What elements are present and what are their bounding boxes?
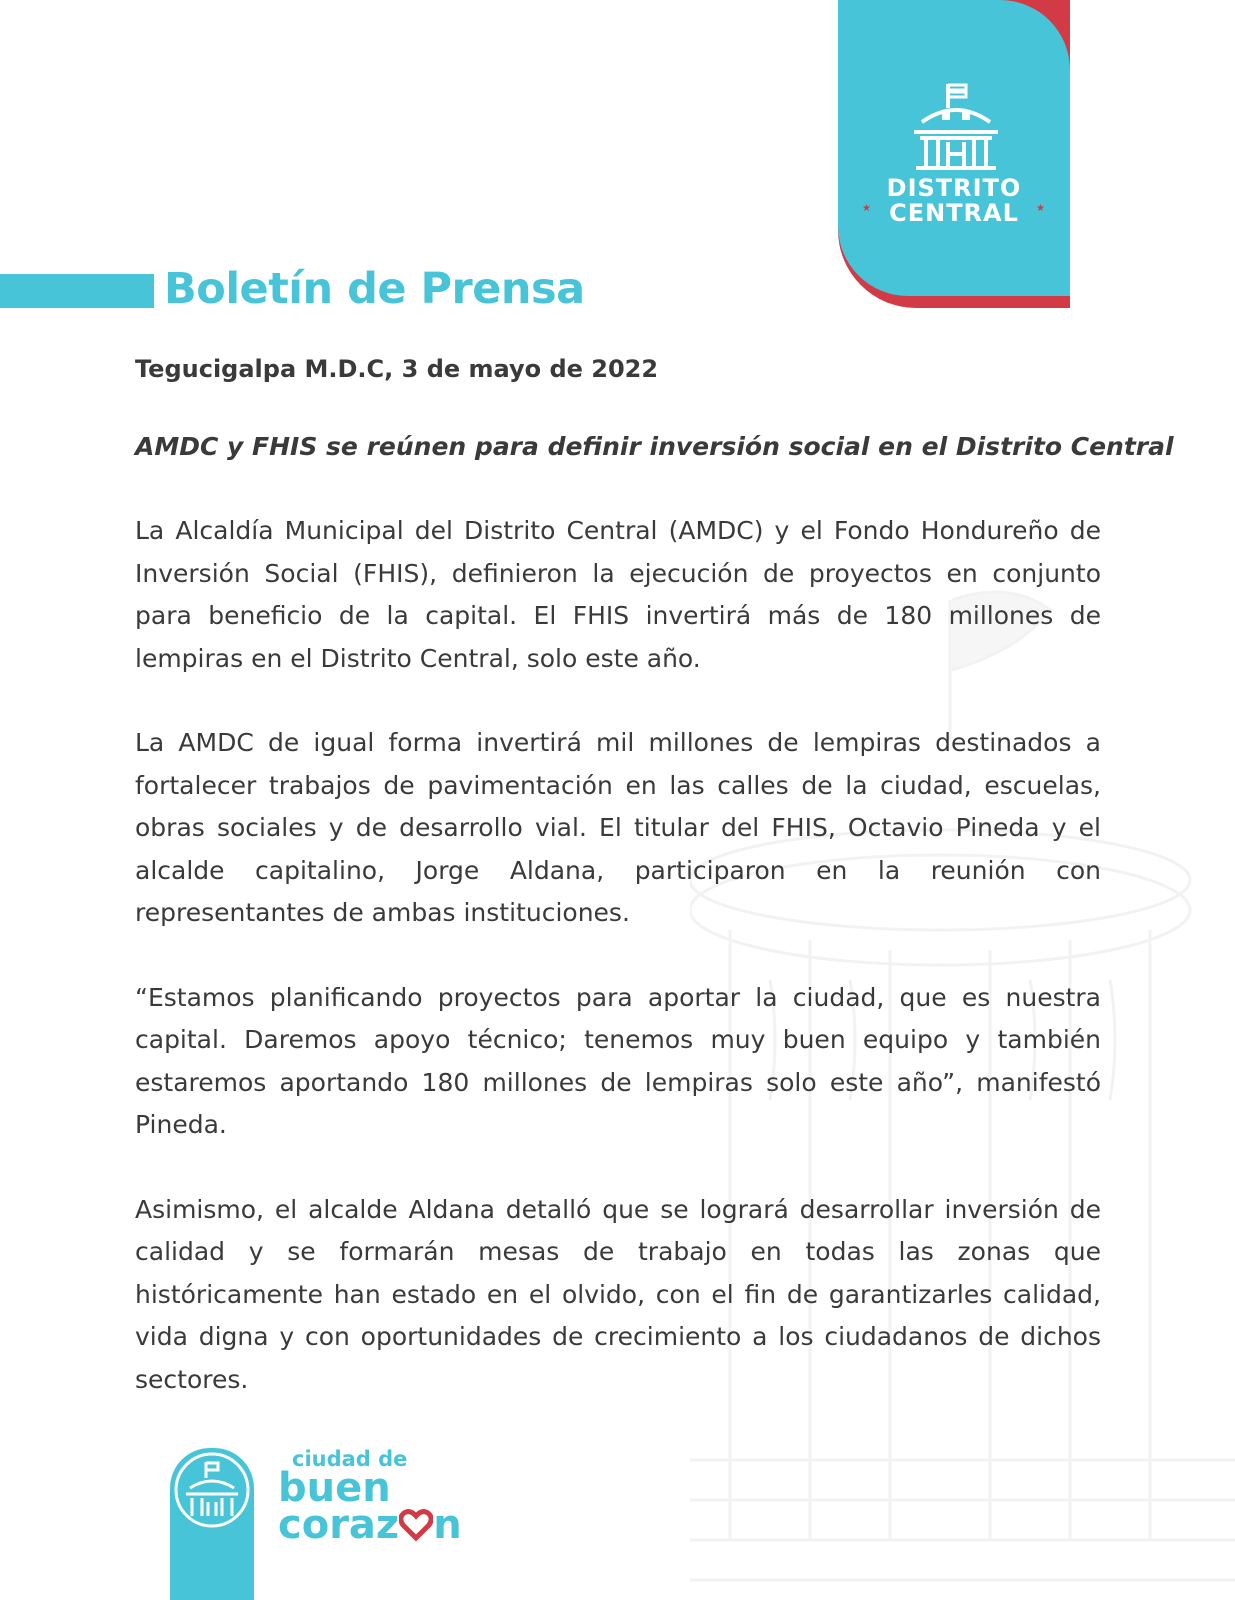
article-body — [135, 510, 1101, 1443]
headline: AMDC y FHIS se reúnen para definir inversión social en el Distrito Central — [135, 432, 1174, 461]
footer-line-2: buen — [278, 1465, 391, 1511]
paragraph: “Estamos planificando proyectos para aportar la ciudad, que es nuestra capital. Daremos apoyo técnico; tenemos muy buen equipo y también estaremos aportando 180 millones de lempiras solo este año”, manifestó Pineda. — [135, 982, 1101, 1139]
footer-line-3-suffix: n — [433, 1502, 462, 1548]
heart-icon — [399, 1508, 433, 1542]
footer-line-1: ciudad de — [292, 1447, 408, 1471]
logo-line-2: CENTRAL — [889, 199, 1019, 227]
footer-brand-wordmark — [278, 1447, 462, 1548]
logo-wordmark — [862, 174, 1046, 227]
title-accent-bar — [0, 274, 154, 308]
page-title: Boletín de Prensa — [164, 264, 585, 314]
footer-line-3-prefix: coraz — [278, 1502, 400, 1548]
city-seal-icon — [172, 1450, 252, 1530]
star-icon: ★ — [862, 203, 872, 214]
logo-line-1: DISTRITO — [886, 174, 1022, 202]
star-icon: ★ — [1036, 203, 1046, 214]
paragraph: La Alcaldía Municipal del Distrito Central (AMDC) y el Fondo Hondureño de Inversión Social (FHIS), definieron la ejecución de proyectos en conjunto para beneficio de la capital. El FHIS invertirá más de 180 millones de lempiras en el Distrito Central, solo este año. — [135, 516, 1101, 673]
dateline: Tegucigalpa M.D.C, 3 de mayo de 2022 — [135, 355, 659, 383]
city-hall-icon — [908, 80, 1004, 174]
paragraph: La AMDC de igual forma invertirá mil millones de lempiras destinados a fortalecer trabajos de pavimentación en las calles de la ciudad, escuelas, obras sociales y de desarrollo vial. El titular del FHIS, Octavio Pineda y el alcalde capitalino, Jorge Aldana, participaron en la reunión con representantes de ambas instituciones. — [135, 728, 1101, 927]
paragraph: Asimismo, el alcalde Aldana detalló que se logrará desarrollar inversión de calidad y se formarán mesas de trabajo en todas las zonas que históricamente han estado en el olvido, con el fin de garantizarles calidad, vida digna y con oportunidades de crecimiento a los ciudadanos de dichos sectores. — [135, 1194, 1101, 1394]
footer-line-3 — [278, 1502, 462, 1548]
